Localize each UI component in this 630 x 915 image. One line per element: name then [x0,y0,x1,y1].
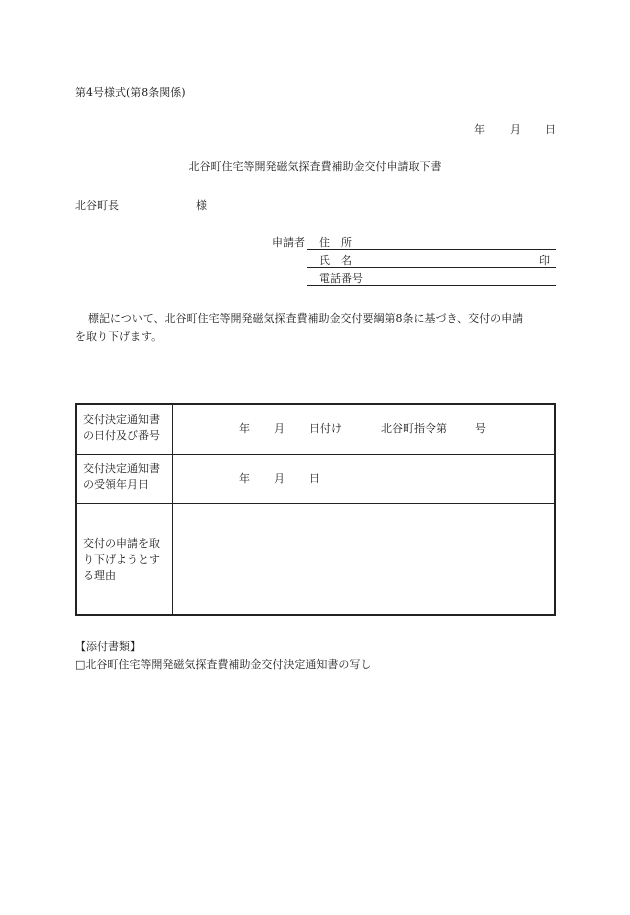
value-number-prefix: 北谷町指令第 [381,422,447,435]
row-header-line: の日付及び番号 [83,429,160,442]
body-text-line-1: 標記について、北谷町住宅等開発磁気探査費補助金交付要綱第8条に基づき、交付の申請 [88,312,524,325]
value-year: 年 [239,422,250,435]
date-year-label: 年 [474,123,485,136]
body-text-line-2: を取り下げます。 [75,330,163,343]
row-header-line: 交付の申請を取 [83,537,160,550]
value-day: 日 [309,472,320,485]
form-number: 第4号様式(第8条関係) [75,86,186,99]
honorific: 様 [196,199,207,212]
applicant-name-line [307,254,556,268]
date-day-label: 日 [545,123,556,136]
applicant-address-line [307,236,556,250]
attachment-item: □北谷町住宅等開発磁気探査費補助金交付決定通知書の写し [75,658,372,671]
table-row [77,503,554,614]
table-row [77,454,554,504]
row-header [77,503,173,614]
document-title: 北谷町住宅等開発磁気探査費補助金交付申請取下書 [188,160,442,173]
phone-label: 電話番号 [319,272,363,285]
row-header-line: 交付決定通知書 [83,462,160,475]
date-month-label: 月 [510,123,521,136]
withdrawal-table [75,403,556,616]
value-month: 月 [274,472,285,485]
row-header-line: り下げようとす [83,553,160,566]
row-header-line: 交付決定通知書 [83,413,160,426]
value-month: 月 [274,422,285,435]
applicant-phone-line [307,272,556,286]
row-header-line: る理由 [83,569,116,582]
value-number-suffix: 号 [475,422,486,435]
row-header [77,454,173,503]
value-date-suffix: 日付け [309,422,342,435]
address-label: 住 所 [319,236,352,249]
attachments-heading: 【添付書類】 [75,640,141,653]
row-header-line: の受領年月日 [83,478,149,491]
applicant-label: 申請者 [272,236,305,249]
name-label: 氏 名 [319,254,352,267]
value-year: 年 [239,472,250,485]
table-row [77,405,554,455]
row-header [77,405,173,454]
seal-mark: 印 [539,254,550,267]
addressee: 北谷町長 [75,199,119,212]
